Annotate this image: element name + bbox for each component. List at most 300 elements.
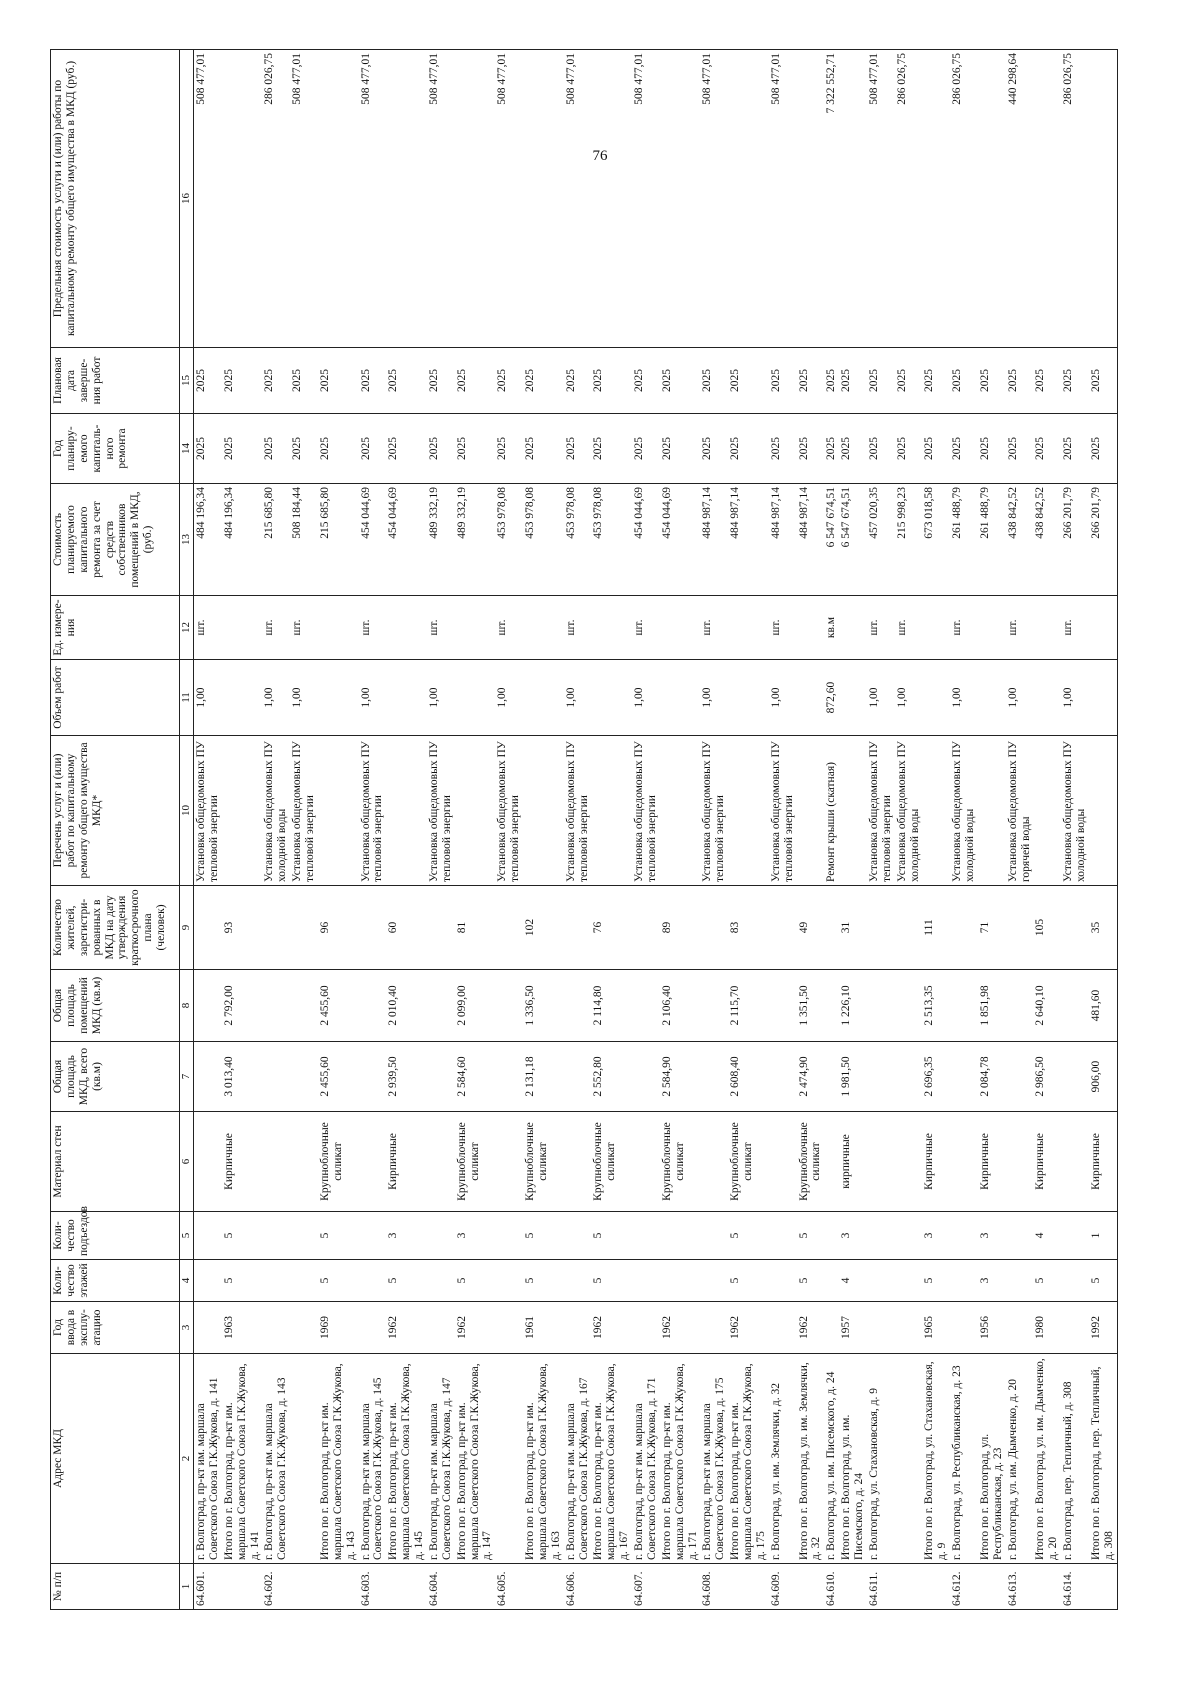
entrance-count: 5 — [797, 1212, 825, 1260]
planned-cost: 266 201,79 — [1061, 484, 1089, 596]
completion-date: 2025 — [386, 348, 427, 414]
max-cost — [1033, 50, 1061, 348]
completion-date: 2025 — [824, 348, 839, 414]
planned-cost: 438 842,52 — [1033, 484, 1061, 596]
column-header: Год ввода в эксплу-атацию — [51, 1302, 180, 1354]
unit — [222, 596, 263, 660]
work-volume — [797, 660, 825, 736]
capital-repair-table — [50, 49, 1118, 1610]
table-row — [427, 50, 455, 1610]
planned-cost: 457 020,35 — [867, 484, 895, 596]
residents-count: 105 — [1033, 886, 1061, 970]
wall-material — [700, 1112, 728, 1212]
max-cost: 508 477,01 — [700, 50, 728, 348]
commission-year: 1961 — [523, 1302, 564, 1354]
entrance-count: 5 — [591, 1212, 632, 1260]
work-volume — [222, 660, 263, 736]
unit — [591, 596, 632, 660]
completion-date: 2025 — [523, 348, 564, 414]
column-number: 4 — [180, 1260, 194, 1302]
row-number — [1033, 1564, 1061, 1610]
row-number — [728, 1564, 769, 1610]
column-number: 11 — [180, 660, 194, 736]
floor-count — [427, 1260, 455, 1302]
work-description: Установка общедомовых ПУ тепловой энергии — [290, 736, 318, 886]
entrance-count: 5 — [318, 1212, 359, 1260]
address: г. Волгоград, ул. им. Писемского, д. 24 — [824, 1354, 839, 1564]
residents-count: 93 — [222, 886, 263, 970]
residents-count: 71 — [978, 886, 1006, 970]
row-number — [895, 1564, 923, 1610]
max-cost — [1089, 50, 1117, 348]
planned-cost: 673 018,58 — [922, 484, 950, 596]
planned-cost: 261 488,79 — [950, 484, 978, 596]
address: г. Волгоград, ул. им. Землячки, д. 32 — [769, 1354, 797, 1564]
completion-date: 2025 — [1033, 348, 1061, 414]
work-volume: 1,00 — [290, 660, 318, 736]
column-header: Предельная стоимость услуги и (или) работы по капитальному ремонту общего имущества в МКД (руб.) — [51, 50, 180, 348]
address: Итого по г. Волгоград, пр-кт им. маршала Советского Союза Г.К.Жукова, д. 171 — [660, 1354, 701, 1564]
residents-count: 60 — [386, 886, 427, 970]
completion-date: 2025 — [1006, 348, 1034, 414]
work-description — [523, 736, 564, 886]
entrance-count — [262, 1212, 290, 1260]
work-volume: 1,00 — [427, 660, 455, 736]
floor-count: 4 — [839, 1260, 867, 1302]
completion-date: 2025 — [1061, 348, 1089, 414]
wall-material: Кирпичные — [386, 1112, 427, 1212]
address: г. Волгоград, пр-кт им. маршала Советского Союза Г.К.Жукова, д. 171 — [632, 1354, 660, 1564]
commission-year: 1957 — [839, 1302, 867, 1354]
planned-cost: 484 987,14 — [769, 484, 797, 596]
commission-year: 1962 — [591, 1302, 632, 1354]
work-volume — [591, 660, 632, 736]
premises-area — [495, 970, 523, 1042]
planned-cost: 438 842,52 — [1006, 484, 1034, 596]
unit — [978, 596, 1006, 660]
planned-year: 2025 — [660, 414, 701, 484]
table-row — [222, 50, 263, 1610]
total-area: 2 584,90 — [660, 1042, 701, 1112]
planned-cost: 508 184,44 — [290, 484, 318, 596]
premises-area — [359, 970, 387, 1042]
commission-year — [290, 1302, 318, 1354]
planned-cost: 215 685,80 — [262, 484, 290, 596]
total-area — [262, 1042, 290, 1112]
address: г. Волгоград, ул. им. Дымченко, д. 20 — [1006, 1354, 1034, 1564]
entrance-count: 5 — [523, 1212, 564, 1260]
unit — [660, 596, 701, 660]
premises-area — [262, 970, 290, 1042]
commission-year — [427, 1302, 455, 1354]
premises-area: 2 099,00 — [455, 970, 496, 1042]
planned-cost: 454 044,69 — [386, 484, 427, 596]
commission-year: 1962 — [797, 1302, 825, 1354]
commission-year: 1956 — [978, 1302, 1006, 1354]
table-row — [194, 50, 222, 1610]
planned-cost: 484 987,14 — [700, 484, 728, 596]
column-header: Перечень услуг и (или) работ по капитальному ремонту общего имущества МКД* — [51, 736, 180, 886]
completion-date: 2025 — [632, 348, 660, 414]
address: г. Волгоград, пр-кт им. маршала Советского Союза Г.К.Жукова, д. 143 — [262, 1354, 290, 1564]
total-area — [950, 1042, 978, 1112]
completion-date: 2025 — [262, 348, 290, 414]
unit: шт. — [564, 596, 592, 660]
floor-count: 5 — [455, 1260, 496, 1302]
row-number: 64.603. — [359, 1564, 387, 1610]
floor-count: 5 — [797, 1260, 825, 1302]
unit: шт. — [359, 596, 387, 660]
column-header: Коли-чество этажей — [51, 1260, 180, 1302]
row-number: 64.605. — [495, 1564, 523, 1610]
work-volume: 1,00 — [564, 660, 592, 736]
work-volume: 1,00 — [632, 660, 660, 736]
premises-area — [564, 970, 592, 1042]
work-volume — [978, 660, 1006, 736]
address: Итого по г. Волгоград, ул. им. Дымченко, д. 20 — [1033, 1354, 1061, 1564]
floor-count — [867, 1260, 895, 1302]
table-body — [194, 50, 1118, 1610]
residents-count — [194, 886, 222, 970]
wall-material — [950, 1112, 978, 1212]
residents-count — [950, 886, 978, 970]
table-row — [564, 50, 592, 1610]
floor-count: 5 — [922, 1260, 950, 1302]
floor-count: 5 — [386, 1260, 427, 1302]
column-number: 10 — [180, 736, 194, 886]
table-row — [359, 50, 387, 1610]
unit — [1033, 596, 1061, 660]
row-number — [222, 1564, 263, 1610]
total-area — [359, 1042, 387, 1112]
planned-cost: 215 685,80 — [318, 484, 359, 596]
row-number: 64.612. — [950, 1564, 978, 1610]
entrance-count — [1061, 1212, 1089, 1260]
unit — [839, 596, 867, 660]
planned-year: 2025 — [797, 414, 825, 484]
residents-count: 89 — [660, 886, 701, 970]
address: Итого по г. Волгоград, пр-кт им. маршала Советского Союза Г.К.Жукова, д. 143 — [318, 1354, 359, 1564]
row-number: 64.614. — [1061, 1564, 1089, 1610]
planned-year: 2025 — [455, 414, 496, 484]
wall-material — [495, 1112, 523, 1212]
completion-date: 2025 — [564, 348, 592, 414]
work-volume: 1,00 — [495, 660, 523, 736]
entrance-count — [564, 1212, 592, 1260]
completion-date: 2025 — [797, 348, 825, 414]
work-description: Установка общедомовых ПУ тепловой энергии — [427, 736, 455, 886]
floor-count — [564, 1260, 592, 1302]
column-header: Стоимость планируемого капитального ремонта за счет средств собственников помещений в МКД, (руб.) — [51, 484, 180, 596]
premises-area — [867, 970, 895, 1042]
work-description: Установка общедомовых ПУ холодной воды — [895, 736, 923, 886]
max-cost — [523, 50, 564, 348]
column-number: 5 — [180, 1212, 194, 1260]
work-volume — [1089, 660, 1117, 736]
total-area: 2 552,80 — [591, 1042, 632, 1112]
floor-count — [700, 1260, 728, 1302]
table-row — [262, 50, 290, 1610]
table-row — [318, 50, 359, 1610]
table-row — [1061, 50, 1089, 1610]
residents-count: 96 — [318, 886, 359, 970]
wall-material — [1006, 1112, 1034, 1212]
entrance-count — [290, 1212, 318, 1260]
column-header: Плановая дата заверше-ния работ — [51, 348, 180, 414]
table-row — [1033, 50, 1061, 1610]
floor-count — [495, 1260, 523, 1302]
row-number: 64.602. — [262, 1564, 290, 1610]
floor-count: 5 — [318, 1260, 359, 1302]
max-cost: 286 026,75 — [950, 50, 978, 348]
premises-area: 2 640,10 — [1033, 970, 1061, 1042]
column-header: Ед. измере-ния — [51, 596, 180, 660]
entrance-count — [824, 1212, 839, 1260]
commission-year: 1962 — [728, 1302, 769, 1354]
completion-date: 2025 — [222, 348, 263, 414]
address: г. Волгоград, пр-кт им. маршала Советского Союза Г.К.Жукова, д. 167 — [564, 1354, 592, 1564]
row-number: 64.607. — [632, 1564, 660, 1610]
total-area — [427, 1042, 455, 1112]
planned-year: 2025 — [950, 414, 978, 484]
unit: шт. — [427, 596, 455, 660]
wall-material — [262, 1112, 290, 1212]
entrance-count — [867, 1212, 895, 1260]
address — [895, 1354, 923, 1564]
planned-year: 2025 — [359, 414, 387, 484]
work-volume — [386, 660, 427, 736]
entrance-count — [427, 1212, 455, 1260]
column-header: Количество жителей, зарегистри-рованных в МКД на дату утверждения краткосрочного плана (человек) — [51, 886, 180, 970]
residents-count — [495, 886, 523, 970]
entrance-count — [950, 1212, 978, 1260]
premises-area — [427, 970, 455, 1042]
address: Итого по г. Волгоград, пр-кт им. маршала Советского Союза Г.К.Жукова, д. 147 — [455, 1354, 496, 1564]
wall-material: Кирпичные — [222, 1112, 263, 1212]
work-description — [922, 736, 950, 886]
commission-year: 1962 — [660, 1302, 701, 1354]
work-volume: 1,00 — [950, 660, 978, 736]
total-area — [495, 1042, 523, 1112]
table-row — [1006, 50, 1034, 1610]
wall-material: Крупноблочные силикат — [318, 1112, 359, 1212]
row-number: 64.604. — [427, 1564, 455, 1610]
total-area — [769, 1042, 797, 1112]
row-number — [839, 1564, 867, 1610]
work-description — [660, 736, 701, 886]
unit: шт. — [895, 596, 923, 660]
table-row — [632, 50, 660, 1610]
wall-material — [564, 1112, 592, 1212]
commission-year: 1980 — [1033, 1302, 1061, 1354]
work-description — [222, 736, 263, 886]
floor-count — [1006, 1260, 1034, 1302]
max-cost — [222, 50, 263, 348]
unit — [797, 596, 825, 660]
column-number: 13 — [180, 484, 194, 596]
premises-area: 1 851,98 — [978, 970, 1006, 1042]
entrance-count — [359, 1212, 387, 1260]
table-row — [660, 50, 701, 1610]
work-volume — [523, 660, 564, 736]
wall-material: Крупноблочные силикат — [591, 1112, 632, 1212]
planned-year: 2025 — [222, 414, 263, 484]
planned-year: 2025 — [895, 414, 923, 484]
premises-area: 1 226,10 — [839, 970, 867, 1042]
premises-area: 2 106,40 — [660, 970, 701, 1042]
column-header: Объем работ — [51, 660, 180, 736]
total-area: 2 455,60 — [318, 1042, 359, 1112]
row-number — [386, 1564, 427, 1610]
total-area — [700, 1042, 728, 1112]
commission-year — [700, 1302, 728, 1354]
wall-material: Кирпичные — [978, 1112, 1006, 1212]
completion-date: 2025 — [495, 348, 523, 414]
max-cost — [591, 50, 632, 348]
planned-year: 2025 — [1061, 414, 1089, 484]
planned-cost: 454 044,69 — [660, 484, 701, 596]
address: Итого по г. Волгоград, ул. Республиканская, д. 23 — [978, 1354, 1006, 1564]
work-volume: 1,00 — [1061, 660, 1089, 736]
max-cost: 508 477,01 — [632, 50, 660, 348]
floor-count: 5 — [1033, 1260, 1061, 1302]
entrance-count — [660, 1212, 701, 1260]
unit: шт. — [769, 596, 797, 660]
work-volume — [728, 660, 769, 736]
unit: шт. — [290, 596, 318, 660]
entrance-count: 1 — [1089, 1212, 1117, 1260]
max-cost — [839, 50, 867, 348]
entrance-count: 3 — [839, 1212, 867, 1260]
total-area — [824, 1042, 839, 1112]
entrance-count: 5 — [222, 1212, 263, 1260]
work-volume: 1,00 — [867, 660, 895, 736]
row-number — [922, 1564, 950, 1610]
work-volume: 1,00 — [262, 660, 290, 736]
planned-cost: 454 044,69 — [632, 484, 660, 596]
work-volume: 1,00 — [895, 660, 923, 736]
floor-count — [824, 1260, 839, 1302]
column-number: 3 — [180, 1302, 194, 1354]
entrance-count — [495, 1212, 523, 1260]
premises-area: 2 115,70 — [728, 970, 769, 1042]
wall-material: кирпичные — [839, 1112, 867, 1212]
residents-count — [564, 886, 592, 970]
table-row — [867, 50, 895, 1610]
row-number — [318, 1564, 359, 1610]
work-description: Установка общедомовых ПУ тепловой энергии — [769, 736, 797, 886]
work-description: Установка общедомовых ПУ тепловой энергии — [359, 736, 387, 886]
work-description: Установка общедомовых ПУ тепловой энергии — [867, 736, 895, 886]
planned-cost: 453 978,08 — [523, 484, 564, 596]
column-number: 16 — [180, 50, 194, 348]
planned-cost: 6 547 674,51 — [839, 484, 867, 596]
table-row — [797, 50, 825, 1610]
premises-area — [950, 970, 978, 1042]
planned-year: 2025 — [290, 414, 318, 484]
residents-count: 35 — [1089, 886, 1117, 970]
completion-date: 2025 — [660, 348, 701, 414]
premises-area — [769, 970, 797, 1042]
column-number: 8 — [180, 970, 194, 1042]
residents-count: 49 — [797, 886, 825, 970]
completion-date: 2025 — [728, 348, 769, 414]
planned-cost: 453 978,08 — [495, 484, 523, 596]
floor-count — [262, 1260, 290, 1302]
completion-date: 2025 — [194, 348, 222, 414]
row-number: 64.610. — [824, 1564, 839, 1610]
planned-year: 2025 — [867, 414, 895, 484]
work-description — [386, 736, 427, 886]
address: Итого по г. Волгоград, ул. им. Землячки, д. 32 — [797, 1354, 825, 1564]
max-cost: 508 477,01 — [867, 50, 895, 348]
unit: шт. — [194, 596, 222, 660]
commission-year — [824, 1302, 839, 1354]
premises-area — [824, 970, 839, 1042]
wall-material: Крупноблочные силикат — [455, 1112, 496, 1212]
planned-year: 2025 — [839, 414, 867, 484]
total-area: 2 084,78 — [978, 1042, 1006, 1112]
unit: шт. — [262, 596, 290, 660]
wall-material — [1061, 1112, 1089, 1212]
planned-year: 2025 — [194, 414, 222, 484]
wall-material: Кирпичные — [1033, 1112, 1061, 1212]
planned-year: 2025 — [318, 414, 359, 484]
premises-area: 1 351,50 — [797, 970, 825, 1042]
completion-date: 2025 — [455, 348, 496, 414]
planned-year: 2025 — [386, 414, 427, 484]
residents-count: 102 — [523, 886, 564, 970]
total-area — [1061, 1042, 1089, 1112]
table-row — [591, 50, 632, 1610]
address: г. Волгоград, пр-кт им. маршала Советского Союза Г.К.Жукова, д. 141 — [194, 1354, 222, 1564]
work-volume — [660, 660, 701, 736]
commission-year: 1963 — [222, 1302, 263, 1354]
entrance-count: 3 — [922, 1212, 950, 1260]
column-number: 15 — [180, 348, 194, 414]
wall-material: Крупноблочные силикат — [523, 1112, 564, 1212]
commission-year: 1962 — [455, 1302, 496, 1354]
work-description: Ремонт крыши (скатная) — [824, 736, 839, 886]
entrance-count — [895, 1212, 923, 1260]
column-number: 1 — [180, 1564, 194, 1610]
planned-cost: 489 332,19 — [427, 484, 455, 596]
floor-count: 5 — [1089, 1260, 1117, 1302]
commission-year: 1992 — [1089, 1302, 1117, 1354]
floor-count — [769, 1260, 797, 1302]
floor-count — [290, 1260, 318, 1302]
table-row — [700, 50, 728, 1610]
planned-cost: 454 044,69 — [359, 484, 387, 596]
address: Итого по г. Волгоград, ул. им. Писемского, д. 24 — [839, 1354, 867, 1564]
max-cost: 508 477,01 — [359, 50, 387, 348]
entrance-count: 3 — [978, 1212, 1006, 1260]
floor-count — [660, 1260, 701, 1302]
max-cost: 508 477,01 — [194, 50, 222, 348]
planned-cost: 261 488,79 — [978, 484, 1006, 596]
wall-material — [359, 1112, 387, 1212]
commission-year — [895, 1302, 923, 1354]
commission-year — [359, 1302, 387, 1354]
planned-cost: 489 332,19 — [455, 484, 496, 596]
residents-count: 111 — [922, 886, 950, 970]
wall-material — [290, 1112, 318, 1212]
completion-date: 2025 — [318, 348, 359, 414]
table-row — [455, 50, 496, 1610]
completion-date: 2025 — [700, 348, 728, 414]
residents-count — [427, 886, 455, 970]
premises-area — [895, 970, 923, 1042]
